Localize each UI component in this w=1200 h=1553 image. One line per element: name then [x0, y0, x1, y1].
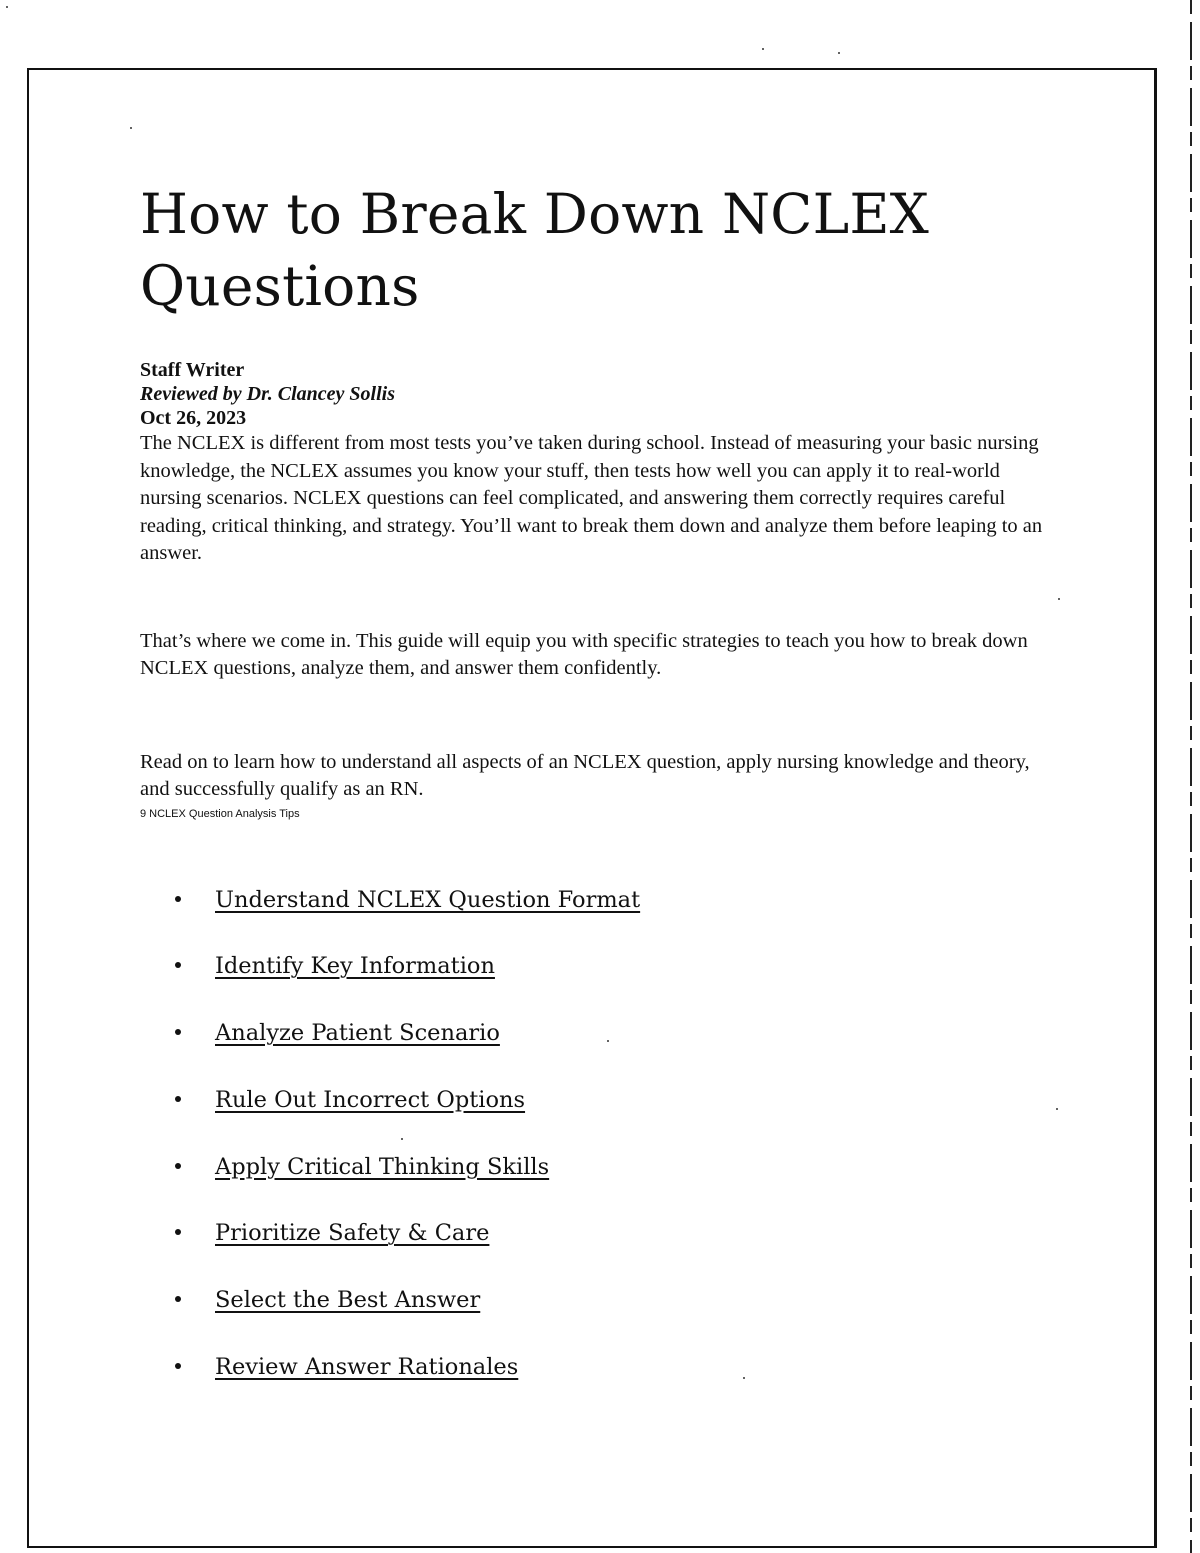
bullet-icon	[175, 1029, 181, 1035]
scan-speck	[838, 52, 840, 54]
bullet-icon	[175, 962, 181, 968]
list-item	[175, 1352, 1060, 1419]
scan-speck	[130, 127, 132, 129]
tip-link[interactable]: Select the Best Answer	[215, 1287, 481, 1314]
list-item	[175, 1018, 1060, 1085]
bullet-icon	[175, 1163, 181, 1169]
tip-link[interactable]: Analyze Patient Scenario	[215, 1020, 500, 1047]
author-line: Staff Writer	[140, 359, 245, 381]
title-line-2: Questions	[140, 254, 420, 318]
tip-link[interactable]: Review Answer Rationales	[215, 1354, 519, 1381]
list-item	[175, 885, 1060, 952]
tip-link[interactable]: Rule Out Incorrect Options	[215, 1086, 526, 1113]
bullet-icon	[175, 1096, 181, 1102]
list-item	[175, 1152, 1060, 1219]
bullet-icon	[175, 1296, 181, 1302]
bullet-icon	[175, 1229, 181, 1235]
tip-link[interactable]: Apply Critical Thinking Skills	[215, 1153, 550, 1180]
article-meta	[140, 358, 1060, 430]
scan-speck	[762, 48, 764, 50]
reviewer-line: Reviewed by Dr. Clancey Sollis	[140, 383, 395, 405]
tip-link[interactable]: Understand NCLEX Question Format	[215, 886, 641, 913]
tip-link[interactable]: Prioritize Safety & Care	[215, 1220, 490, 1247]
bullet-icon	[175, 896, 181, 902]
list-item	[175, 1285, 1060, 1352]
tip-link[interactable]: Identify Key Information	[215, 953, 495, 980]
guide-paragraph: That’s where we come in. This guide will equip you with specific strategies to teach you how to break down NCLEX questions, analyze them, and answer them confidently.	[140, 629, 1028, 679]
intro-paragraph: The NCLEX is different from most tests you’ve taken during school. Instead of measuring your basic nursing knowledge, the NCLEX assumes you know your stuff, then tests how well you can apply it to real-world nursing scenarios. NCLEX questions can feel complicated, and answering them correctly requires careful reading, critical thinking, and strategy. You’ll want to break them down and analyze them before leaping to an answer.	[140, 432, 1043, 564]
article	[140, 178, 1060, 1419]
title-line-1: How to Break Down NCLEX	[140, 182, 930, 246]
list-item	[175, 951, 1060, 1018]
bullet-icon	[175, 1363, 181, 1369]
read-on-paragraph: Read on to learn how to understand all aspects of an NCLEX question, apply nursing knowledge and theory, and successfully qualify as an RN.	[140, 750, 1030, 800]
tips-heading: 9 NCLEX Question Analysis Tips	[140, 807, 300, 820]
scan-edge-line	[1190, 0, 1192, 1553]
scan-speck	[6, 6, 8, 8]
tips-list	[140, 885, 1060, 1419]
publish-date: Oct 26, 2023	[140, 407, 247, 429]
list-item	[175, 1218, 1060, 1285]
list-item	[175, 1085, 1060, 1152]
article-title	[140, 178, 1060, 322]
